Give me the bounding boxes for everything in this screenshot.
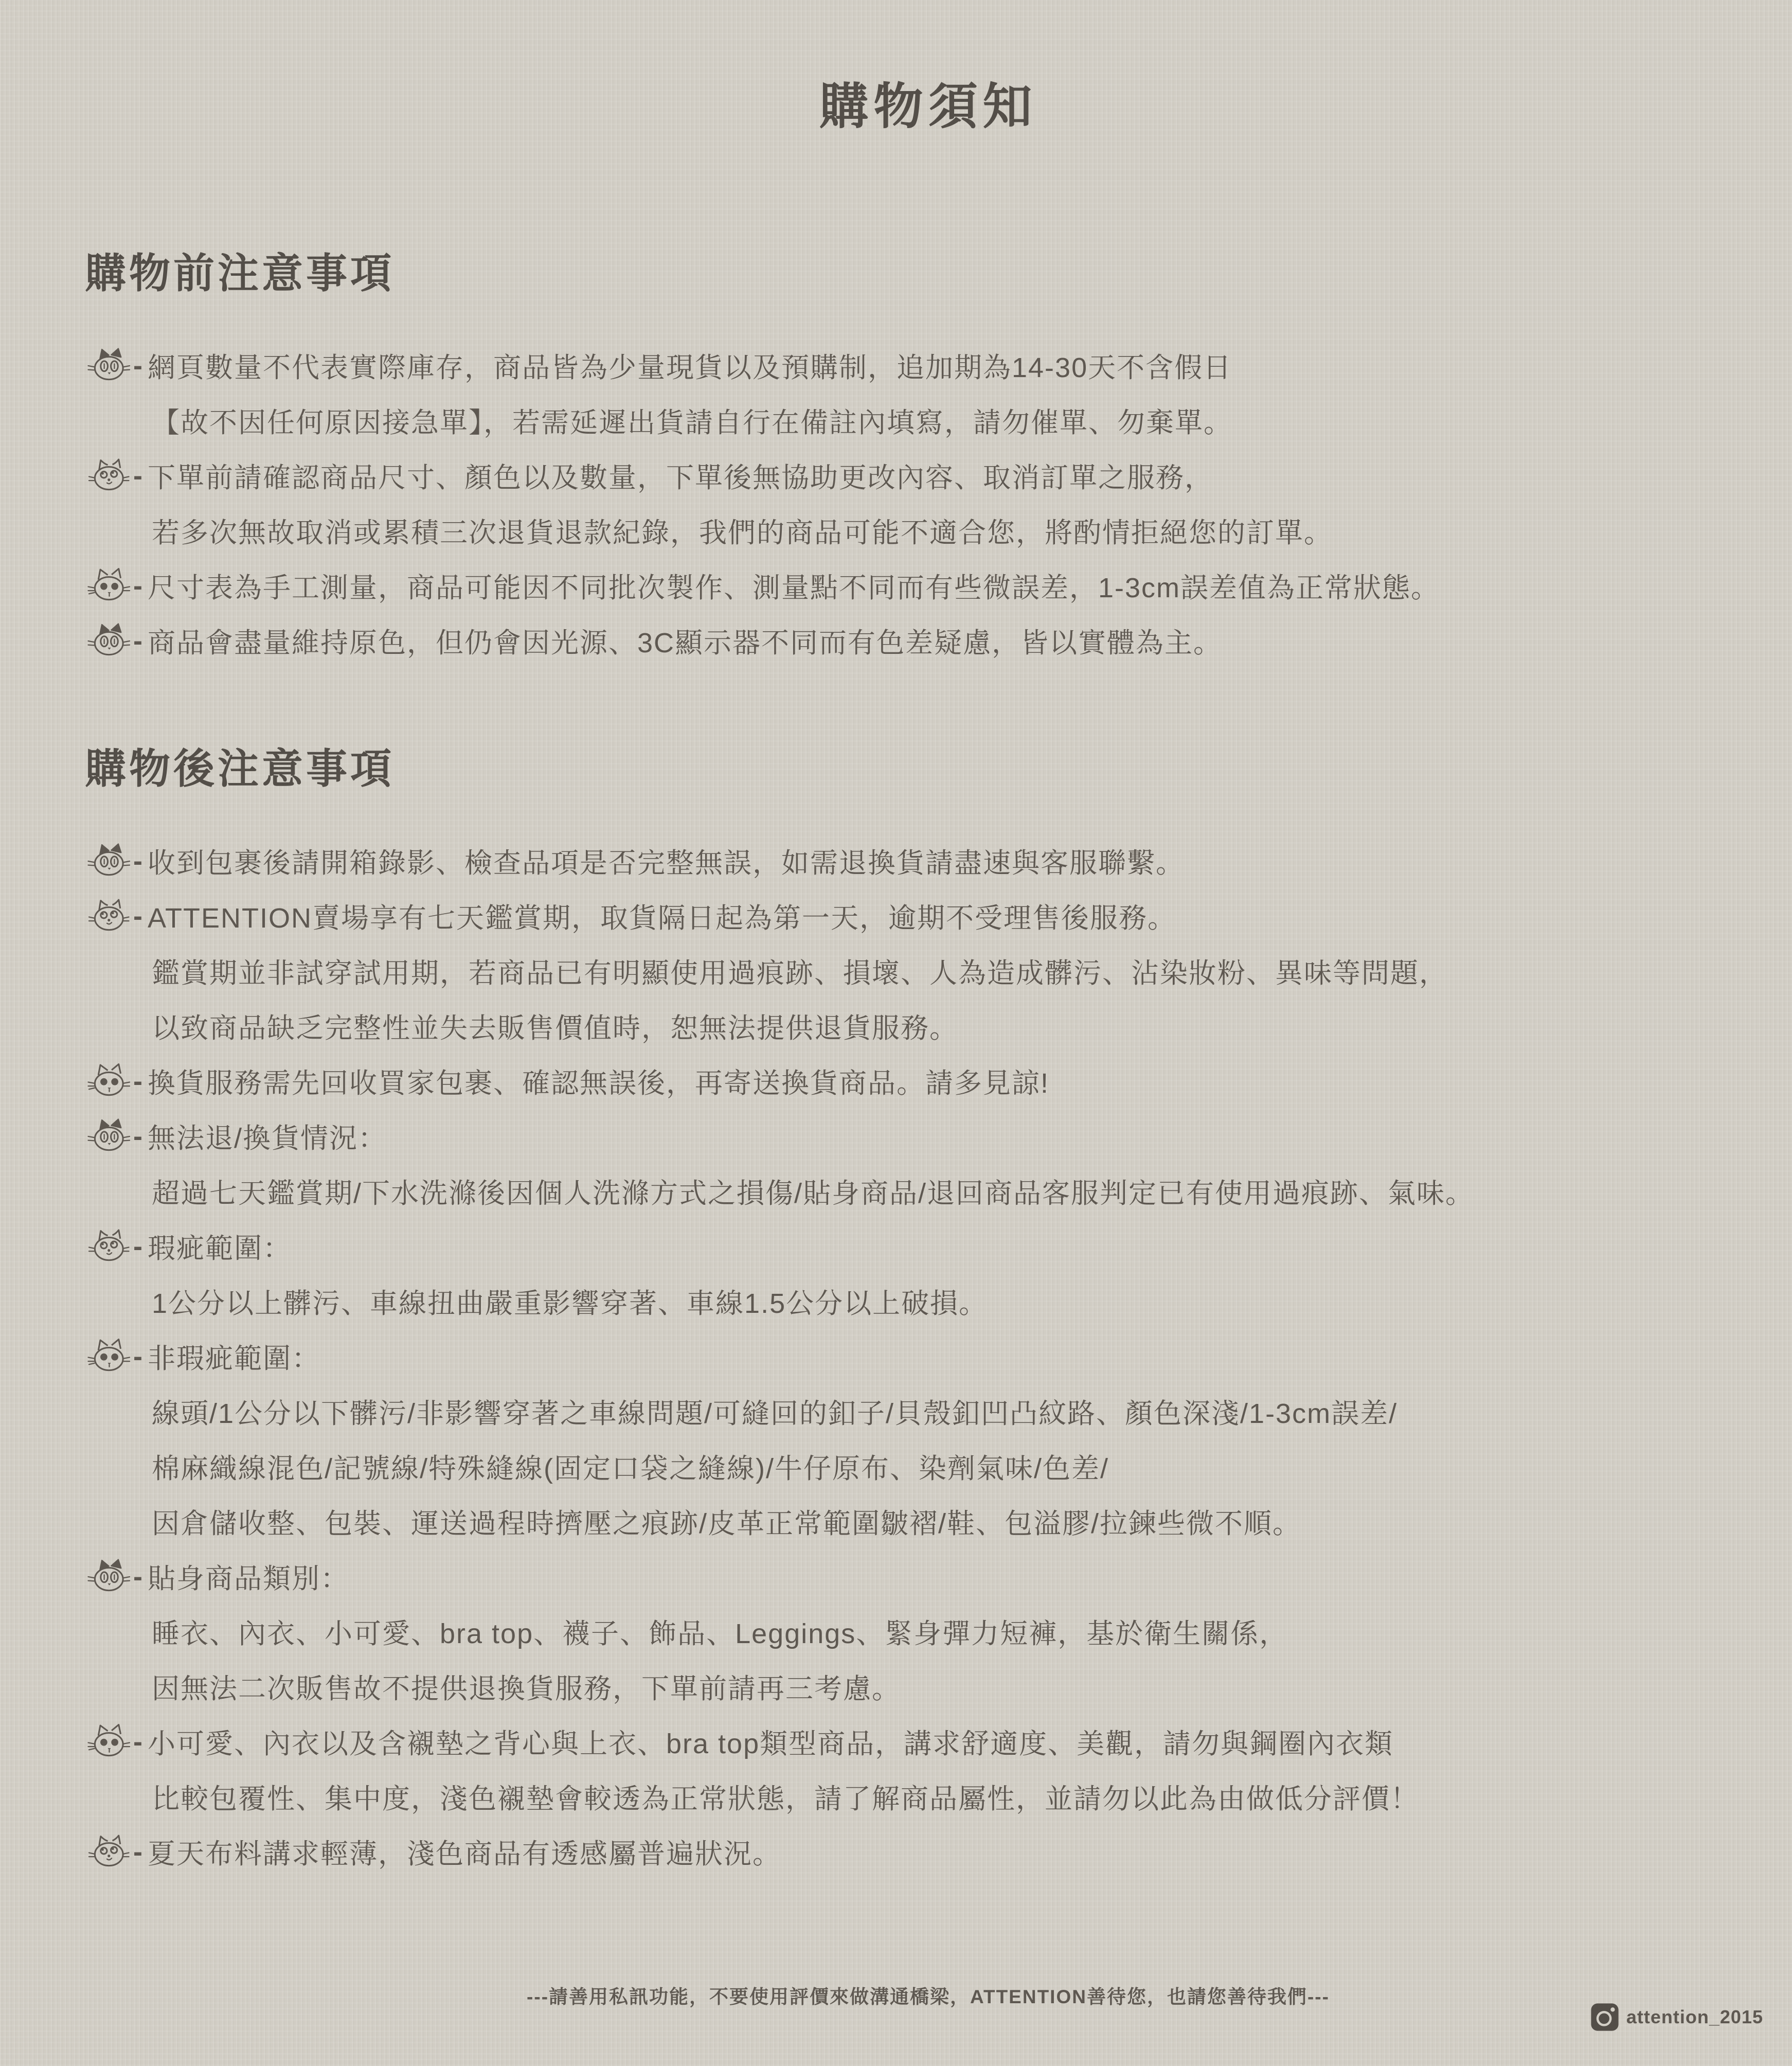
cat-bullet [85,1117,148,1156]
notice-row [85,999,1771,1054]
notice-line: 鑑賞期並非試穿試用期，若商品已有明顯使用過痕跡、損壞、人為造成髒污、沾染妝粉、異味等問題， [152,958,1448,989]
notice-item [85,1054,1771,1109]
bullet-dash: - [133,1836,144,1867]
notice-row [85,1054,1771,1109]
notice-row [85,1109,1771,1164]
notice-row [85,558,1771,613]
notice-row [85,1604,1771,1659]
bullet-dash: - [133,350,144,381]
notice-row [85,943,1771,999]
notice-line: 比較包覆性、集中度，淺色襯墊會較透為正常狀態，請了解商品屬性，並請勿以此為由做低分評價！ [152,1784,1419,1814]
cat-wide-eyes-icon [85,1062,132,1101]
notice-row [85,1769,1771,1824]
cat-bullet [85,456,148,495]
notice-item [85,1329,1771,1549]
notice-row [85,338,1771,393]
bullet-dash: - [133,1726,144,1757]
notice-line: 棉麻織線混色/記號線/特殊縫線(固定口袋之縫線)/牛仔原布、染劑氣味/色差/ [152,1453,1109,1484]
notice-item [85,1549,1771,1714]
notice-line: 非瑕疵範圍： [148,1343,320,1374]
notice-line: 換貨服務需先回收買家包裹、確認無誤後，再寄送換貨商品。請多見諒! [148,1068,1050,1099]
footer [85,1981,1771,2027]
notice-line: 睡衣、內衣、小可愛、bra top、襪子、飾品、Leggings、緊身彈力短褲，基於衛生關係， [152,1618,1288,1649]
cat-glance-icon [85,456,132,495]
section-heading: 購物後注意事項 [85,746,395,792]
notice-line: 1公分以上髒污、車線扭曲嚴重影響穿著、車線1.5公分以上破損。 [152,1288,988,1319]
notice-row [85,1714,1771,1769]
notice-row [85,393,1771,448]
notice-line: 無法退/換貨情況： [148,1123,387,1154]
cat-patch-ears-icon [85,842,132,881]
instagram-handle: attention_2015 [1626,2006,1763,2027]
notice-row [85,1219,1771,1274]
notice-item [85,558,1771,613]
notice-line: 因無法二次販售故不提供退換貨服務，下單前請再三考慮。 [152,1673,901,1704]
cat-patch-ears-icon [85,621,132,661]
cat-bullet [85,1227,148,1266]
bullet-dash: - [133,570,144,601]
cat-bullet [85,1722,148,1761]
notice-line: 下單前請確認商品尺寸、顏色以及數量，下單後無協助更改內容、取消訂單之服務， [148,462,1213,493]
section-heading: 購物前注意事項 [85,251,395,296]
cat-wide-eyes-icon [85,1722,132,1761]
bullet-dash: - [133,845,144,877]
notice-row [85,1274,1771,1329]
bullet-dash: - [133,1231,144,1262]
page-title: 購物須知 [819,79,1037,134]
bullet-dash: - [133,1120,144,1152]
cat-patch-ears-icon [85,1117,132,1156]
notice-row [85,888,1771,943]
notice-line: 尺寸表為手工測量，商品可能因不同批次製作、測量點不同而有些微誤差，1-3cm誤差值為正常狀態。 [148,573,1440,603]
notice-row [85,448,1771,503]
notice-item [85,1219,1771,1329]
notice-item [85,888,1771,1054]
section-items [85,338,1771,668]
bullet-dash: - [133,460,144,491]
notice-item [85,1109,1771,1219]
cat-glance-icon [85,1832,132,1872]
footer-note: ---請善用私訊功能，不要使用評價來做溝通橋梁，ATTENTION善待您，也請您善待我們--- [527,1986,1330,2007]
notice-row [85,833,1771,888]
notice-row [85,1549,1771,1604]
notice-row [85,1164,1771,1219]
notice-line: 因倉儲收整、包裝、運送過程時擠壓之痕跡/皮革正常範圍皺褶/鞋、包溢膠/拉鍊些微不順。 [152,1508,1302,1539]
bullet-dash: - [133,1065,144,1097]
cat-wide-eyes-icon [85,1337,132,1376]
notice-section [85,253,1771,668]
section-items [85,833,1771,1879]
notice-line: 超過七天鑑賞期/下水洗滌後因個人洗滌方式之損傷/貼身商品/退回商品客服判定已有使用過痕跡、氣味。 [152,1178,1475,1209]
notice-row [85,503,1771,558]
cat-patch-ears-icon [85,346,132,385]
notice-row [85,1384,1771,1439]
notice-item [85,448,1771,558]
notice-line: 商品會盡量維持原色，但仍會因光源、3C顯示器不同而有色差疑慮，皆以實體為主。 [148,628,1223,658]
notice-section [85,746,1771,1879]
instagram-icon [1590,2003,1619,2032]
cat-glance-icon [85,1227,132,1266]
notice-row [85,1659,1771,1714]
notice-line: 貼身商品類別： [148,1563,349,1594]
notice-item [85,833,1771,888]
notice-line: 若多次無故取消或累積三次退貨退款紀錄，我們的商品可能不適合您，將酌情拒絕您的訂單。 [152,518,1333,548]
cat-patch-ears-icon [85,1557,132,1596]
notice-item [85,338,1771,448]
bullet-dash: - [133,625,144,656]
cat-bullet [85,1062,148,1101]
notice-line: 收到包裹後請開箱錄影、檢查品項是否完整無誤，如需退換貨請盡速與客服聯繫。 [148,848,1185,879]
notice-row [85,1824,1771,1879]
cat-bullet [85,621,148,661]
cat-bullet [85,897,148,936]
notice-line: 【故不因任何原因接急單】，若需延遲出貨請自行在備註內填寫，請勿催單、勿棄單。 [152,407,1232,438]
notice-sections [85,253,1771,1879]
notice-row [85,613,1771,668]
cat-bullet [85,1557,148,1596]
notice-row [85,1329,1771,1384]
notice-line: 夏天布料講求輕薄，淺色商品有透感屬普遍狀況。 [148,1839,781,1869]
cat-bullet [85,842,148,881]
notice-line: 線頭/1公分以下髒污/非影響穿著之車線問題/可縫回的釦子/貝殼釦凹凸紋路、顏色深淺/1-3cm誤差/ [152,1398,1398,1429]
notice-row [85,1439,1771,1494]
cat-bullet [85,346,148,385]
cat-bullet [85,1832,148,1872]
notice-line: 網頁數量不代表實際庫存，商品皆為少量現貨以及預購制，追加期為14-30天不含假日 [148,352,1232,383]
notice-row [85,1494,1771,1549]
notice-line: 小可愛、內衣以及含襯墊之背心與上衣、bra top類型商品，講求舒適度、美觀，請勿與鋼圈內衣類 [148,1729,1394,1759]
notice-line: ATTENTION賣場享有七天鑑賞期，取貨隔日起為第一天，逾期不受理售後服務。 [148,903,1176,934]
notice-line: 瑕疵範圍： [148,1233,292,1264]
cat-bullet [85,566,148,605]
cat-glance-icon [85,897,132,936]
notice-item [85,1714,1771,1824]
instagram-badge [1590,2003,1763,2032]
bullet-dash: - [133,1561,144,1592]
notice-item [85,613,1771,668]
cat-wide-eyes-icon [85,566,132,605]
notice-item [85,1824,1771,1879]
bullet-dash: - [133,900,144,932]
bullet-dash: - [133,1341,144,1372]
notice-line: 以致商品缺乏完整性並失去販售價值時，恕無法提供退貨服務。 [152,1013,958,1044]
cat-bullet [85,1337,148,1376]
